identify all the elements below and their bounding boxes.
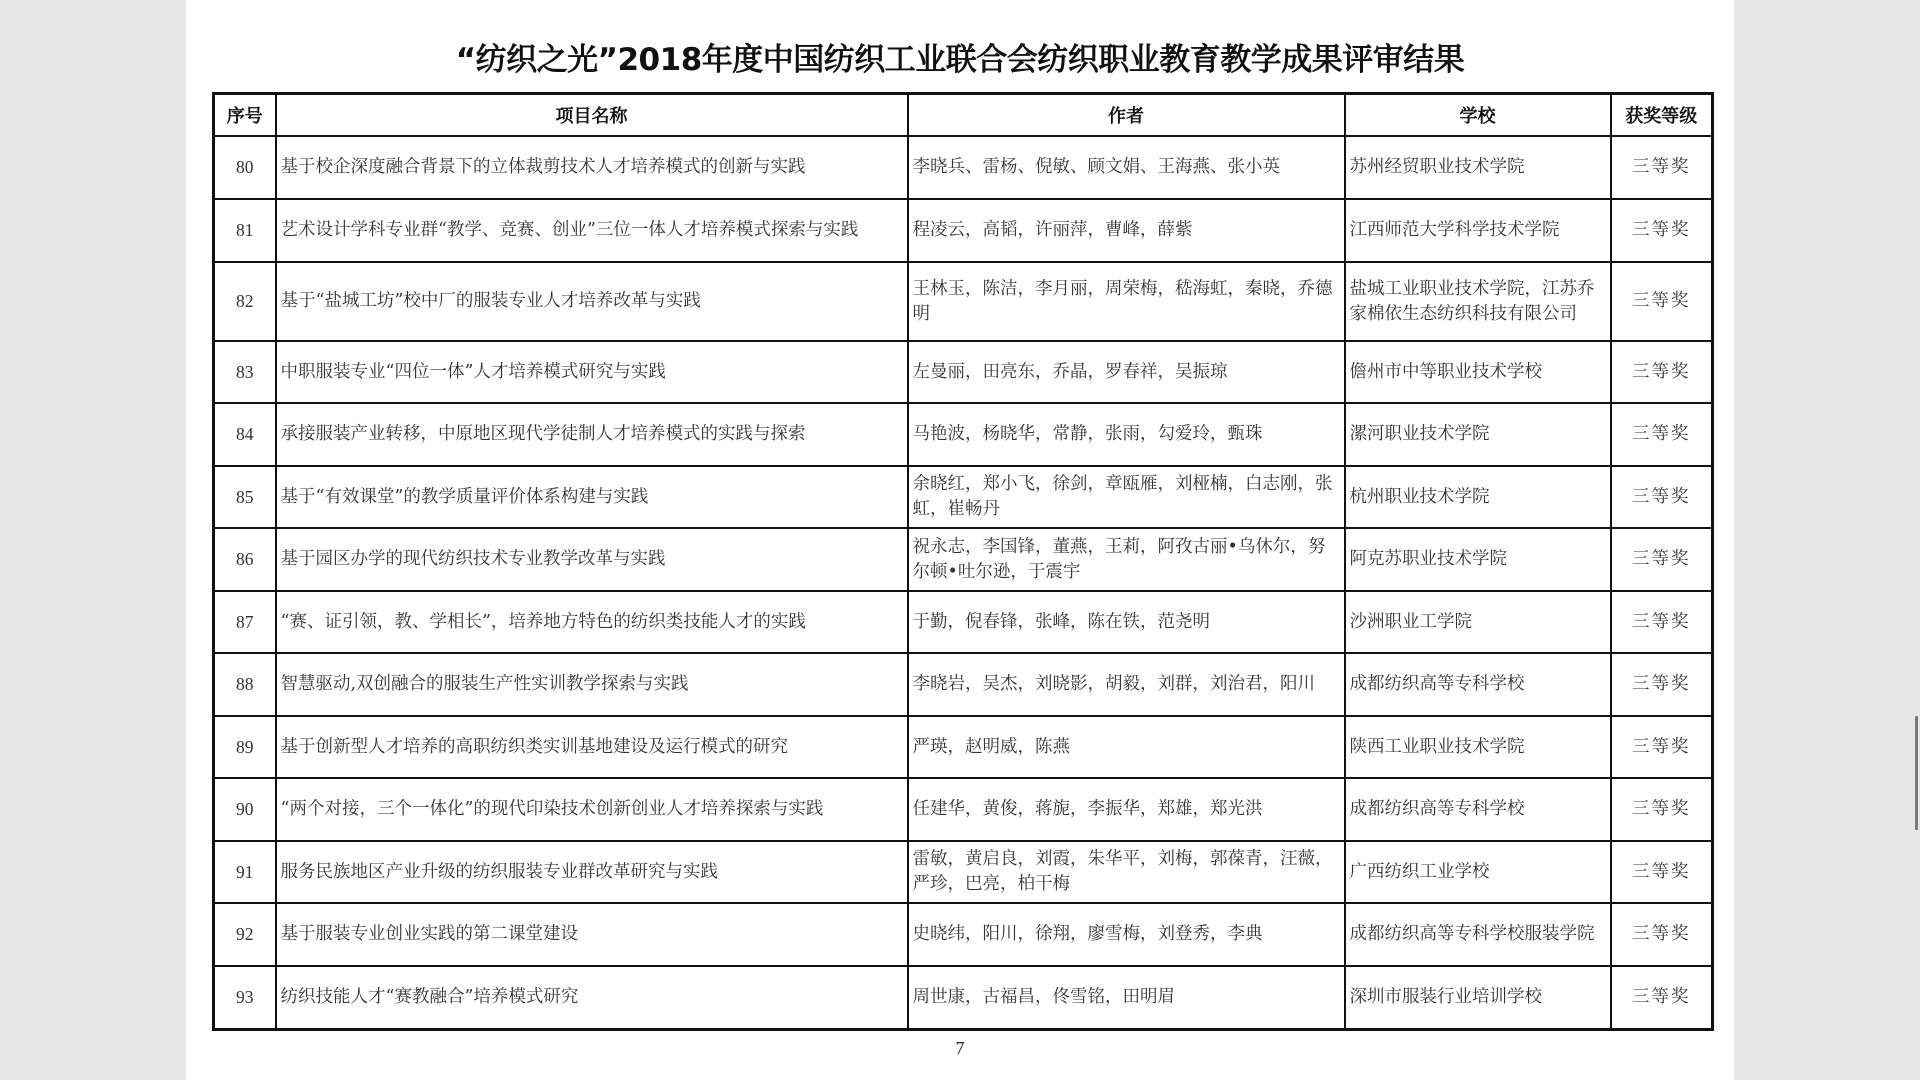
project-title-cell: 中职服装专业“四位一体”人才培养模式研究与实践	[276, 341, 908, 403]
table-row	[214, 403, 1713, 466]
column-header-award: 获奖等级	[1611, 94, 1713, 137]
table-row	[214, 262, 1713, 341]
table-row	[214, 528, 1713, 591]
school-cell: 盐城工业职业技术学院，江苏乔家棉依生态纺织科技有限公司	[1345, 262, 1611, 341]
row-number-cell: 91	[214, 841, 276, 903]
row-number-cell: 85	[214, 466, 276, 528]
school-cell: 广西纺织工业学校	[1345, 841, 1611, 903]
column-header-school: 学校	[1345, 94, 1611, 137]
school-cell: 成都纺织高等专科学校	[1345, 653, 1611, 716]
award-level-cell: 三等奖	[1611, 528, 1713, 591]
page-number: 7	[955, 1038, 965, 1058]
row-number-cell: 84	[214, 403, 276, 466]
document-page	[186, 0, 1734, 1080]
award-level-cell: 三等奖	[1611, 841, 1713, 903]
project-title-cell: 艺术设计学科专业群“教学、竞赛、创业”三位一体人才培养模式探索与实践	[276, 199, 908, 262]
authors-cell: 任建华，黄俊，蒋旎，李振华，郑雄，郑光洪	[908, 778, 1345, 841]
school-cell: 阿克苏职业技术学院	[1345, 528, 1611, 591]
project-title-cell: 纺织技能人才“赛教融合”培养模式研究	[276, 966, 908, 1029]
authors-cell: 祝永志，李国锋，董燕，王莉，阿孜古丽•乌休尔，努尔顿•吐尔逊，于震宇	[908, 528, 1345, 591]
row-number-cell: 90	[214, 778, 276, 841]
table-row	[214, 716, 1713, 778]
school-cell: 深圳市服装行业培训学校	[1345, 966, 1611, 1029]
project-title-cell: 基于创新型人才培养的高职纺织类实训基地建设及运行模式的研究	[276, 716, 908, 778]
row-number-cell: 80	[214, 136, 276, 199]
authors-cell: 余晓红，郑小飞，徐剑，章瓯雁，刘桠楠，白志刚，张虹，崔畅丹	[908, 466, 1345, 528]
project-title-cell: 基于校企深度融合背景下的立体裁剪技术人才培养模式的创新与实践	[276, 136, 908, 199]
school-cell: 江西师范大学科学技术学院	[1345, 199, 1611, 262]
column-header-no: 序号	[214, 94, 276, 137]
award-level-cell: 三等奖	[1611, 591, 1713, 653]
school-cell: 陕西工业职业技术学院	[1345, 716, 1611, 778]
school-cell: 成都纺织高等专科学校	[1345, 778, 1611, 841]
award-level-cell: 三等奖	[1611, 778, 1713, 841]
table-row	[214, 466, 1713, 528]
row-number-cell: 89	[214, 716, 276, 778]
project-title-cell: 基于服装专业创业实践的第二课堂建设	[276, 903, 908, 966]
page-title: “纺织之光”2018年度中国纺织工业联合会纺织职业教育教学成果评审结果	[455, 42, 1465, 78]
scrollbar-thumb[interactable]	[1915, 716, 1918, 830]
project-title-cell: 基于“盐城工坊”校中厂的服装专业人才培养改革与实践	[276, 262, 908, 341]
project-title-cell: 基于园区办学的现代纺织技术专业教学改革与实践	[276, 528, 908, 591]
table-row	[214, 841, 1713, 903]
project-title-cell: 服务民族地区产业升级的纺织服装专业群改革研究与实践	[276, 841, 908, 903]
column-header-authors: 作者	[908, 94, 1345, 137]
school-cell: 杭州职业技术学院	[1345, 466, 1611, 528]
authors-cell: 王林玉，陈洁，李月丽，周荣梅，嵇海虹，秦晓，乔德明	[908, 262, 1345, 341]
school-cell: 漯河职业技术学院	[1345, 403, 1611, 466]
row-number-cell: 83	[214, 341, 276, 403]
authors-cell: 马艳波，杨晓华，常静，张雨，勾爱玲，甄珠	[908, 403, 1345, 466]
award-level-cell: 三等奖	[1611, 466, 1713, 528]
school-cell: 沙洲职业工学院	[1345, 591, 1611, 653]
award-level-cell: 三等奖	[1611, 903, 1713, 966]
row-number-cell: 93	[214, 966, 276, 1029]
authors-cell: 左曼丽，田亮东，乔晶，罗春祥，吴振琼	[908, 341, 1345, 403]
authors-cell: 于勤，倪春锋，张峰，陈在铁，范尧明	[908, 591, 1345, 653]
project-title-cell: 基于“有效课堂”的教学质量评价体系构建与实践	[276, 466, 908, 528]
school-cell: 儋州市中等职业技术学校	[1345, 341, 1611, 403]
award-level-cell: 三等奖	[1611, 136, 1713, 199]
table-row	[214, 591, 1713, 653]
authors-cell: 周世康，古福昌，佟雪铭，田明眉	[908, 966, 1345, 1029]
table-row	[214, 136, 1713, 199]
table-row	[214, 903, 1713, 966]
row-number-cell: 86	[214, 528, 276, 591]
authors-cell: 程凌云，高韬，许丽萍，曹峰，薛紫	[908, 199, 1345, 262]
project-title-cell: 承接服装产业转移，中原地区现代学徒制人才培养模式的实践与探索	[276, 403, 908, 466]
table-body	[214, 136, 1713, 1029]
table-header-row	[214, 94, 1713, 137]
award-level-cell: 三等奖	[1611, 966, 1713, 1029]
row-number-cell: 92	[214, 903, 276, 966]
authors-cell: 李晓岩，吴杰，刘晓影，胡毅，刘群，刘治君，阳川	[908, 653, 1345, 716]
authors-cell: 严瑛，赵明威，陈燕	[908, 716, 1345, 778]
row-number-cell: 87	[214, 591, 276, 653]
row-number-cell: 88	[214, 653, 276, 716]
award-level-cell: 三等奖	[1611, 199, 1713, 262]
column-header-title: 项目名称	[276, 94, 908, 137]
school-cell: 苏州经贸职业技术学院	[1345, 136, 1611, 199]
table-row	[214, 199, 1713, 262]
award-level-cell: 三等奖	[1611, 403, 1713, 466]
row-number-cell: 82	[214, 262, 276, 341]
project-title-cell: 智慧驱动,双创融合的服装生产性实训教学探索与实践	[276, 653, 908, 716]
table-row	[214, 341, 1713, 403]
authors-cell: 李晓兵、雷杨、倪敏、顾文娟、王海燕、张小英	[908, 136, 1345, 199]
award-level-cell: 三等奖	[1611, 653, 1713, 716]
table-row	[214, 778, 1713, 841]
project-title-cell: “两个对接，三个一体化”的现代印染技术创新创业人才培养探索与实践	[276, 778, 908, 841]
school-cell: 成都纺织高等专科学校服装学院	[1345, 903, 1611, 966]
authors-cell: 史晓纬，阳川，徐翔，廖雪梅，刘登秀，李典	[908, 903, 1345, 966]
project-title-cell: “赛、证引领，教、学相长”，培养地方特色的纺织类技能人才的实践	[276, 591, 908, 653]
table-row	[214, 966, 1713, 1029]
row-number-cell: 81	[214, 199, 276, 262]
table-row	[214, 653, 1713, 716]
authors-cell: 雷敏，黄启良，刘霞，朱华平，刘梅，郭葆青，汪薇，严珍，巴亮，柏干梅	[908, 841, 1345, 903]
results-table	[212, 92, 1714, 1031]
award-level-cell: 三等奖	[1611, 341, 1713, 403]
award-level-cell: 三等奖	[1611, 262, 1713, 341]
award-level-cell: 三等奖	[1611, 716, 1713, 778]
